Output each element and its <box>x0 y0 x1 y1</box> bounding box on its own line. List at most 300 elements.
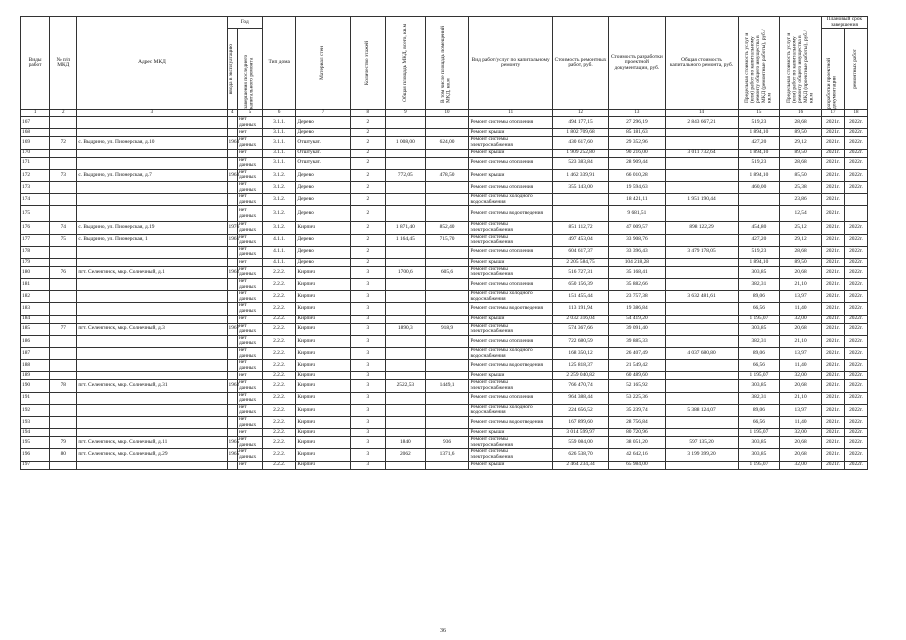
table-cell: нет данных <box>237 303 262 315</box>
table-cell: 2021г. <box>821 246 844 258</box>
table-cell <box>77 348 227 360</box>
table-cell: Ремонт системы холодного водоснабжения <box>469 348 552 360</box>
table-cell: 2021г. <box>821 335 844 347</box>
table-cell: 195 <box>21 437 50 449</box>
table-cell: 2021г. <box>821 222 844 234</box>
column-number: 13 <box>609 110 665 117</box>
header-ploshch: Общая площадь МКД, всего, кв.м <box>401 24 408 103</box>
table-cell: Ремонт системы водоотведения <box>469 206 552 222</box>
table-cell <box>425 416 469 428</box>
table-cell: 4.1.1. <box>262 258 295 266</box>
table-cell: 29,12 <box>780 234 822 246</box>
table-cell: 192 <box>21 404 50 416</box>
table-cell: 3 <box>350 303 385 315</box>
table-cell <box>77 194 227 206</box>
table-cell: Дерево <box>296 194 350 206</box>
table-cell: 3 <box>350 404 385 416</box>
table-cell: 2021г. <box>821 449 844 461</box>
table-cell: Ремонт системы электроснабжения <box>469 266 552 278</box>
table-cell: 3 <box>350 437 385 449</box>
table-cell: нет данных <box>237 360 262 372</box>
table-cell: 20,68 <box>780 323 822 335</box>
table-cell <box>50 429 77 437</box>
table-cell: 2022г. <box>844 380 867 392</box>
table-cell: 2021г. <box>821 348 844 360</box>
table-cell: 2 <box>350 234 385 246</box>
table-cell: 13,97 <box>780 404 822 416</box>
table-cell: 2022г. <box>844 404 867 416</box>
table-cell <box>227 315 237 323</box>
table-cell <box>386 348 426 360</box>
table-cell: Ремонт крыши <box>469 315 552 323</box>
table-cell: Кирпич <box>296 449 350 461</box>
table-cell: 3.1.1. <box>262 129 295 137</box>
table-cell: 519,23 <box>738 157 780 169</box>
table-cell: 430 617,60 <box>552 137 608 149</box>
table-cell: 2.2.2. <box>262 279 295 291</box>
table-cell <box>665 360 738 372</box>
table-cell: 3 <box>350 315 385 323</box>
table-cell: 715,70 <box>425 234 469 246</box>
table-cell: Ремонт системы отопления <box>469 392 552 404</box>
table-cell <box>425 429 469 437</box>
table-cell: 2021г. <box>821 117 844 129</box>
table-cell <box>50 291 77 303</box>
table-cell <box>665 323 738 335</box>
table-cell: 2022г. <box>844 149 867 157</box>
table-cell: Кирпич <box>296 323 350 335</box>
table-row <box>21 291 868 303</box>
table-cell <box>227 416 237 428</box>
table-cell: 772,05 <box>386 169 426 181</box>
table-cell: 32,00 <box>780 461 822 469</box>
table-cell: Ремонт системы отопления <box>469 157 552 169</box>
table-cell: 32,00 <box>780 429 822 437</box>
table-cell: 21,10 <box>780 279 822 291</box>
table-cell: 2021г. <box>821 303 844 315</box>
table-cell <box>425 149 469 157</box>
table-cell: 2022г. <box>844 335 867 347</box>
table-cell: 90 216,00 <box>609 149 665 157</box>
table-cell <box>50 258 77 266</box>
table-cell: 35 882,66 <box>609 279 665 291</box>
table-cell: 2022г. <box>844 246 867 258</box>
table-cell: 1961 <box>227 234 237 246</box>
column-number: 4 <box>227 110 237 117</box>
table-cell: 72 <box>50 137 77 149</box>
table-cell: 427,20 <box>738 234 780 246</box>
table-cell: 4.1.1. <box>262 246 295 258</box>
table-cell: 80 720,96 <box>609 429 665 437</box>
header-srok: Плановый срок завершения <box>821 17 867 29</box>
table-cell: 191 <box>21 392 50 404</box>
table-cell: пгт. Селенгинск, мкр. Солнечный, д.1 <box>77 266 227 278</box>
table-cell: нет данных <box>237 266 262 278</box>
header-proekt: Стоимость разработки проектной документации, руб. <box>609 17 665 110</box>
table-cell: 1 894,10 <box>738 169 780 181</box>
table-cell: 454,80 <box>738 222 780 234</box>
table-cell: 1965 <box>227 437 237 449</box>
table-cell <box>425 360 469 372</box>
table-cell: нет данных <box>237 437 262 449</box>
table-cell <box>50 360 77 372</box>
table-cell: 168 350,12 <box>552 348 608 360</box>
header-razr: разработки проектной документации <box>826 58 838 110</box>
table-cell: 85,50 <box>780 169 822 181</box>
table-cell: 2.2.2. <box>262 360 295 372</box>
table-cell: 497 453,04 <box>552 234 608 246</box>
table-cell: 3 <box>350 348 385 360</box>
table-cell: 2022г. <box>844 303 867 315</box>
table-cell <box>50 335 77 347</box>
table-cell: 2022г. <box>844 449 867 461</box>
table-cell: 2 <box>350 137 385 149</box>
table-cell: 303,85 <box>738 380 780 392</box>
table-cell: 25,12 <box>780 222 822 234</box>
table-cell <box>665 234 738 246</box>
table-cell <box>227 181 237 193</box>
table-cell: нет <box>237 461 262 469</box>
table-cell: 2021г. <box>821 437 844 449</box>
table-cell <box>50 315 77 323</box>
table-cell: пгт. Селенгинск, мкр. Солнечный, д.11 <box>77 437 227 449</box>
table-cell: 85 181,63 <box>609 129 665 137</box>
table-row <box>21 461 868 469</box>
table-cell: 187 <box>21 348 50 360</box>
table-cell: 2021г. <box>821 258 844 266</box>
column-number: 16 <box>780 110 822 117</box>
table-row <box>21 416 868 428</box>
table-cell: 2022г. <box>844 137 867 149</box>
table-cell: 2.2.2. <box>262 437 295 449</box>
column-number: 17 <box>821 110 844 117</box>
table-cell: 4 037 680,80 <box>665 348 738 360</box>
table-cell: 9 681,51 <box>609 206 665 222</box>
table-cell: нет данных <box>237 181 262 193</box>
table-cell: 173 <box>21 181 50 193</box>
table-cell <box>665 137 738 149</box>
table-cell: 2.2.2. <box>262 392 295 404</box>
table-cell: 28 909,44 <box>609 157 665 169</box>
table-cell <box>227 246 237 258</box>
table-cell <box>425 291 469 303</box>
table-cell: 1 195,07 <box>738 315 780 323</box>
table-cell: нет данных <box>237 392 262 404</box>
table-cell: 2021г. <box>821 234 844 246</box>
table-cell: с. Выдрино, ул. Пионерская, д.7 <box>77 169 227 181</box>
table-cell: 494 177,15 <box>552 117 608 129</box>
table-cell: 516 727,31 <box>552 266 608 278</box>
table-cell: 2021г. <box>821 360 844 372</box>
table-cell: 2021г. <box>821 149 844 157</box>
table-cell: 77 <box>50 323 77 335</box>
column-number: 2 <box>50 110 77 117</box>
table-row <box>21 392 868 404</box>
table-cell <box>844 194 867 206</box>
table-cell: 193 <box>21 416 50 428</box>
table-row <box>21 169 868 181</box>
table-cell <box>50 117 77 129</box>
table-cell: 2021г. <box>821 206 844 222</box>
table-cell: 3 <box>350 392 385 404</box>
table-cell: 35 168,41 <box>609 266 665 278</box>
table-cell: нет данных <box>237 246 262 258</box>
table-cell <box>77 157 227 169</box>
table-cell <box>386 129 426 137</box>
table-cell: 1 462 339,91 <box>552 169 608 181</box>
table-cell: 2022г. <box>844 392 867 404</box>
table-cell <box>386 404 426 416</box>
header-pred2: Предельная стоимость услуг и (или) работ по капитальному ремонту общего имущества в МКД (проектные работы), руб./кв.м <box>785 30 814 104</box>
table-cell: 11,40 <box>780 416 822 428</box>
table-cell <box>665 380 738 392</box>
table-cell: 2021г. <box>821 404 844 416</box>
table-cell <box>425 157 469 169</box>
table-cell <box>386 303 426 315</box>
table-cell: Ремонт системы электроснабжения <box>469 137 552 149</box>
table-cell: 39 091,40 <box>609 323 665 335</box>
table-cell: 196 <box>21 449 50 461</box>
table-cell <box>738 194 780 206</box>
table-cell: Ремонт системы холодного водоснабжения <box>469 291 552 303</box>
table-cell: 3 011 732,64 <box>665 149 738 157</box>
table-cell: 2022г. <box>844 266 867 278</box>
table-cell: 1 195,07 <box>738 429 780 437</box>
table-cell: нет <box>237 149 262 157</box>
table-cell <box>386 372 426 380</box>
table-cell: с. Выдрино, ул. Пионерская, 1 <box>77 234 227 246</box>
table-cell: 4.1.1. <box>262 234 295 246</box>
table-cell: 2022г. <box>844 181 867 193</box>
table-cell <box>227 149 237 157</box>
table-cell: 3 479 178,05 <box>665 246 738 258</box>
table-cell: 2022г. <box>844 117 867 129</box>
header-addr: Адрес МКД <box>77 17 227 110</box>
table-cell: 2021г. <box>821 181 844 193</box>
table-cell: нет данных <box>237 117 262 129</box>
table-cell: 189 <box>21 372 50 380</box>
table-cell: нет данных <box>237 404 262 416</box>
table-cell: Ремонт системы водоотведения <box>469 360 552 372</box>
table-cell: 2022г. <box>844 461 867 469</box>
table-cell <box>425 303 469 315</box>
table-cell: 53 225,36 <box>609 392 665 404</box>
table-cell: Кирпич <box>296 437 350 449</box>
table-cell: 28,68 <box>780 157 822 169</box>
table-cell: 12,54 <box>780 206 822 222</box>
table-cell: 151 455,44 <box>552 291 608 303</box>
table-cell: 2 259 040,82 <box>552 372 608 380</box>
table-cell: 73 <box>50 169 77 181</box>
table-cell: 32,00 <box>780 372 822 380</box>
table-cell: 13,97 <box>780 348 822 360</box>
table-cell: 3 <box>350 360 385 372</box>
column-number: 9 <box>386 110 426 117</box>
table-cell: Ремонт крыши <box>469 129 552 137</box>
table-cell: 3 <box>350 335 385 347</box>
table-cell: 23,86 <box>780 194 822 206</box>
table-cell: 1 195,07 <box>738 461 780 469</box>
table-cell <box>77 360 227 372</box>
table-cell: 2.2.2. <box>262 372 295 380</box>
table-cell: Кирпич <box>296 416 350 428</box>
table-cell: 936 <box>425 437 469 449</box>
table-cell: Ремонт системы водоотведения <box>469 416 552 428</box>
table-cell: 169 <box>21 137 50 149</box>
table-row <box>21 222 868 234</box>
table-cell: 1449,1 <box>425 380 469 392</box>
table-cell: 2022г. <box>844 323 867 335</box>
table-header <box>21 17 868 117</box>
table-cell <box>227 392 237 404</box>
table-cell: 3 014 599,97 <box>552 429 608 437</box>
table-cell: 2022г. <box>844 416 867 428</box>
table-cell: 184 <box>21 315 50 323</box>
table-cell <box>425 206 469 222</box>
table-cell <box>386 461 426 469</box>
table-cell: 2 <box>350 117 385 129</box>
table-cell <box>77 416 227 428</box>
table-cell: 303,85 <box>738 323 780 335</box>
table-cell: 2021г. <box>821 129 844 137</box>
table-cell: 167 899,60 <box>552 416 608 428</box>
table-cell: нет данных <box>237 416 262 428</box>
table-cell: 1 008,00 <box>386 137 426 149</box>
table-cell: 2022г. <box>844 157 867 169</box>
column-number: 10 <box>425 110 469 117</box>
table-cell: 170 <box>21 149 50 157</box>
table-cell: Ремонт системы отопления <box>469 117 552 129</box>
table-cell: 20,68 <box>780 380 822 392</box>
table-cell: 21,10 <box>780 335 822 347</box>
table-cell <box>425 404 469 416</box>
table-row <box>21 206 868 222</box>
table-cell: с. Выдрино, ул. Пионерская, д.19 <box>77 222 227 234</box>
table-cell <box>227 206 237 222</box>
table-cell <box>665 266 738 278</box>
table-cell: 174 <box>21 194 50 206</box>
table-cell <box>227 348 237 360</box>
table-cell: 52 165,92 <box>609 380 665 392</box>
table-cell: нет <box>237 429 262 437</box>
table-cell: 2.2.2. <box>262 429 295 437</box>
column-number: 18 <box>844 110 867 117</box>
table-cell: 183 <box>21 303 50 315</box>
table-cell: Отштукат. <box>296 157 350 169</box>
table-cell <box>227 129 237 137</box>
table-cell: 3.1.2. <box>262 169 295 181</box>
table-cell: 523 383,84 <box>552 157 608 169</box>
table-cell: Кирпич <box>296 360 350 372</box>
table-cell: пгт. Селенгинск, мкр. Солнечный, д.3 <box>77 323 227 335</box>
table-cell: Дерево <box>296 234 350 246</box>
table-cell <box>425 181 469 193</box>
table-cell: нет данных <box>237 157 262 169</box>
table-cell: 2 <box>350 157 385 169</box>
table-cell <box>50 348 77 360</box>
table-cell <box>50 416 77 428</box>
table-cell: 722 680,59 <box>552 335 608 347</box>
table-cell: 177 <box>21 234 50 246</box>
table-cell: 2 <box>350 206 385 222</box>
table-cell: Кирпич <box>296 392 350 404</box>
table-cell: 21 549,42 <box>609 360 665 372</box>
table-cell: 3 <box>350 279 385 291</box>
table-cell: 1890,3 <box>386 323 426 335</box>
table-cell: нет данных <box>237 234 262 246</box>
table-cell: 171 <box>21 157 50 169</box>
table-cell: 2.2.2. <box>262 291 295 303</box>
table-cell <box>77 291 227 303</box>
table-cell: 382,31 <box>738 279 780 291</box>
table-cell: с. Выдрино, ул. Пионерская, д.10 <box>77 137 227 149</box>
table-row <box>21 266 868 278</box>
table-cell: 851 112,72 <box>552 222 608 234</box>
table-cell <box>665 206 738 222</box>
table-cell: 3 <box>350 429 385 437</box>
table-cell: 2 464 234,34 <box>552 461 608 469</box>
table-cell <box>665 461 738 469</box>
table-cell: 2 <box>350 129 385 137</box>
header-zhil: В том числе площадь помещений МКД, кв.м <box>440 26 453 104</box>
table-cell <box>227 157 237 169</box>
table-cell: нет данных <box>237 169 262 181</box>
table-cell: 125 818,37 <box>552 360 608 372</box>
table-cell: Кирпич <box>296 291 350 303</box>
table-cell <box>227 372 237 380</box>
table-cell: 66 010,28 <box>609 169 665 181</box>
table-cell: Кирпич <box>296 222 350 234</box>
table-cell: Кирпич <box>296 335 350 347</box>
table-cell <box>386 157 426 169</box>
table-cell: Дерево <box>296 206 350 222</box>
table-cell <box>386 258 426 266</box>
table-row <box>21 335 868 347</box>
table-cell: 2021г. <box>821 461 844 469</box>
table-cell: 76 <box>50 266 77 278</box>
table-cell: 1967 <box>227 323 237 335</box>
table-cell: 1 195,07 <box>738 372 780 380</box>
table-cell <box>386 246 426 258</box>
table-row <box>21 404 868 416</box>
table-cell: 2021г. <box>821 194 844 206</box>
table-cell <box>227 117 237 129</box>
table-cell: 188 <box>21 360 50 372</box>
table-cell: Ремонт системы электроснабжения <box>469 437 552 449</box>
table-cell <box>77 129 227 137</box>
table-cell: Ремонт крыши <box>469 461 552 469</box>
table-cell: 54 419,20 <box>609 315 665 323</box>
table-cell: 21,10 <box>780 392 822 404</box>
table-cell: 2022г. <box>844 360 867 372</box>
table-cell <box>386 429 426 437</box>
table-cell: 2.2.2. <box>262 404 295 416</box>
table-cell: 2.2.2. <box>262 348 295 360</box>
table-cell: 79 <box>50 437 77 449</box>
table-cell <box>665 279 738 291</box>
column-number: 1 <box>21 110 50 117</box>
table-cell: 1 894,10 <box>738 258 780 266</box>
table-cell: нет данных <box>237 335 262 347</box>
table-cell: нет данных <box>237 323 262 335</box>
table-cell: 2022г. <box>844 291 867 303</box>
table-cell <box>77 315 227 323</box>
table-cell <box>425 129 469 137</box>
table-cell: 175 <box>21 206 50 222</box>
table-cell: 42 642,16 <box>609 449 665 461</box>
table-cell <box>227 291 237 303</box>
table-cell: 190 <box>21 380 50 392</box>
